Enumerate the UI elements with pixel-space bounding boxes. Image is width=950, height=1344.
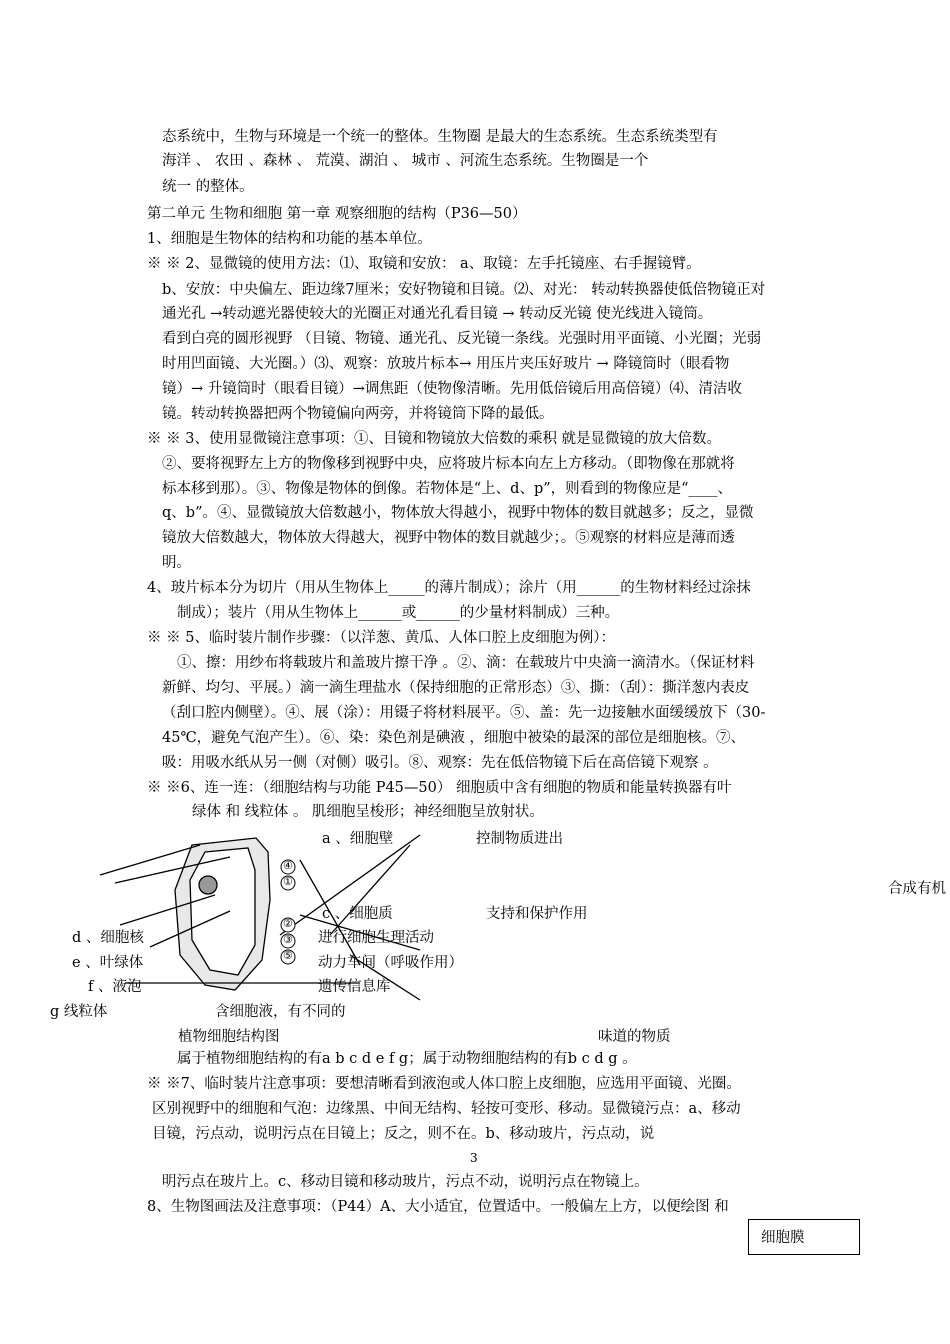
text-line: ※ ※ 5、临时装片制作步骤：（以洋葱、黄瓜、人体口腔上皮细胞为例）： <box>147 630 615 646</box>
text-line: 新鲜、均匀、平展。）滴一滴生理盐水（保持细胞的正常形态）③、撕：（刮）：撕洋葱内表皮 <box>162 680 750 696</box>
text-line: 目镜，污点动，说明污点在目镜上；反之，则不在。b、移动玻片，污点动，说 <box>152 1126 655 1142</box>
text-line: ※ ※ 2、显微镜的使用方法：⑴、取镜和安放： a、取镜：左手托镜座、右手握镜臂。 <box>147 256 701 272</box>
text-line: ※ ※ 3、使用显微镜注意事项：①、目镜和物镜放大倍数的乘积 就是显微镜的放大倍数。 <box>147 431 722 447</box>
function-label: 动力车间（呼吸作用） <box>318 955 463 971</box>
text-line: 通光孔 →转动遮光器使较大的光圈正对通光孔看目镜 → 转动反光镜 使光线进入镜筒。 <box>162 306 713 322</box>
function-label: 味道的物质 <box>598 1029 671 1045</box>
label-cytoplasm: c 、细胞质 <box>322 906 393 922</box>
text-line: 属于植物细胞结构的有a b c d e f g；属于动物细胞结构的有b c d g 。 <box>177 1051 637 1067</box>
diagram-number: ② <box>283 917 293 930</box>
text-line: b、安放：中央偏左、距边缘7厘米；安好物镜和目镜。⑵、对光： 转动转换器使低倍物镜正对 <box>162 282 766 298</box>
text-line: 镜）→ 升镜筒时（眼看目镜）→调焦距（使物像清晰。先用低倍镜后用高倍镜）⑷、清洁收 <box>162 381 742 397</box>
text-line: 镜放大倍数越大，物体放大得越大，视野中物体的数目就越少；。⑤观察的材料应是薄而透 <box>162 530 735 546</box>
text-line: ※ ※6、连一连：（细胞结构与功能 P45—50） 细胞质中含有细胞的物质和能量转换器有叶 <box>147 780 732 796</box>
function-label: 支持和保护作用 <box>486 906 588 922</box>
text-line: 海洋 、 农田 、森林 、 荒漠、湖泊 、 城市 、河流生态系统。生物圈是一个 <box>162 153 649 169</box>
page-number: 3 <box>470 1151 478 1165</box>
text-line: 8、生物图画法及注意事项：（P44）A、大小适宜，位置适中。一般偏左上方，以便绘图 和 <box>147 1199 729 1215</box>
text-line: 制成）；装片（用从生物体上______或______的少量材料制成）三种。 <box>177 605 620 621</box>
diagram-number: ④ <box>283 859 293 872</box>
section-heading: 第二单元 生物和细胞 第一章 观察细胞的结构（P36—50） <box>147 206 527 222</box>
diagram-caption: 植物细胞结构图 <box>178 1029 280 1045</box>
diagram-number: ⑤ <box>283 949 293 962</box>
function-label: 控制物质进出 <box>476 831 563 847</box>
function-label-cut: 合成有机 <box>888 881 946 897</box>
text-line: 看到白亮的圆形视野 （目镜、物镜、通光孔、反光镜一条线。光强时用平面镜、小光圈；光弱 <box>162 331 762 347</box>
function-label: 含细胞液，有不同的 <box>215 1004 346 1020</box>
label-chloroplast: e 、叶绿体 <box>72 955 144 971</box>
text-line: （刮口腔内侧壁）。④、展（涂）：用镊子将材料展平。⑤、盖：先一边接触水面缓缓放下（30- <box>162 705 766 721</box>
label-mitochondria: g 线粒体 <box>50 1004 108 1020</box>
label-nucleus: d 、细胞核 <box>72 930 144 946</box>
text-line: 时用凹面镜、大光圈。）⑶、观察：放玻片标本→ 用压片夹压好玻片 → 降镜筒时（眼看物 <box>162 356 730 372</box>
cell-membrane-box: 细胞膜 <box>748 1219 860 1255</box>
plant-cell-diagram <box>0 815 480 1015</box>
text-line: 吸：用吸水纸从另一侧（对侧）吸引。⑧、观察：先在低倍物镜下后在高倍镜下观察 。 <box>162 755 718 771</box>
text-line: ②、要将视野左上方的物像移到视野中央，应将玻片标本向左上方移动。（即物像在那就将 <box>162 456 735 472</box>
function-label: 遗传信息库 <box>318 979 391 995</box>
diagram-number: ③ <box>283 933 293 946</box>
text-line: 1、细胞是生物体的结构和功能的基本单位。 <box>147 231 432 247</box>
text-line: 4、玻片标本分为切片（用从生物体上_____的薄片制成）；涂片（用______的生物材料经过涂抹 <box>147 580 751 596</box>
text-line: 45℃，避免气泡产生）。⑥、染：染色剂是碘液 ，细胞中被染的最深的部位是细胞核。⑦、 <box>162 730 746 746</box>
text-line: 绿体 和 线粒体 。 肌细胞呈梭形；神经细胞呈放射状。 <box>192 804 544 820</box>
text-line: 明污点在玻片上。c、移动目镜和移动玻片，污点不动，说明污点在物镜上。 <box>162 1174 649 1190</box>
function-label: 进行细胞生理活动 <box>318 930 434 946</box>
text-line: 标本移到那）。③、物像是物体的倒像。若物体是“上、d、p”，则看到的物像应是“____、 <box>162 481 733 497</box>
label-cell-wall: a 、细胞壁 <box>322 831 394 847</box>
text-line: q、b”。④、显微镜放大倍数越小，物体放大得越小，视野中物体的数目就越多；反之，显微 <box>162 505 754 521</box>
text-line: 态系统中，生物与环境是一个统一的整体。生物圈 是最大的生态系统。生态系统类型有 <box>162 129 718 145</box>
diagram-number: ① <box>283 875 293 888</box>
text-line: 统一 的整体。 <box>162 179 254 195</box>
text-line: 镜。转动转换器把两个物镜偏向两旁，并将镜筒下降的最低。 <box>162 406 554 422</box>
text-line: 区别视野中的细胞和气泡：边缘黑、中间无结构、轻按可变形、移动。显微镜污点：a、移动 <box>152 1101 741 1117</box>
label-vacuole: f 、液泡 <box>88 979 142 995</box>
text-line: 明。 <box>162 555 191 571</box>
text-line: ※ ※7、临时装片注意事项：要想清晰看到液泡或人体口腔上皮细胞，应选用平面镜、光圈。 <box>147 1076 741 1092</box>
text-line: ①、擦：用纱布将载玻片和盖玻片擦干净 。②、滴：在载玻片中央滴一滴清水。（保证材料 <box>177 655 755 671</box>
